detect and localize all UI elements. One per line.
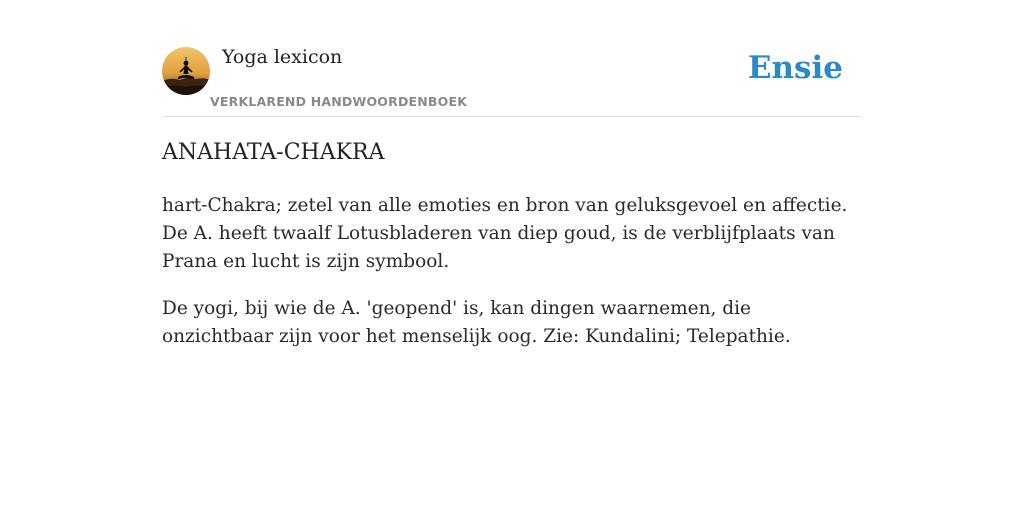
lexicon-subtitle: VERKLAREND HANDWOORDENBOEK	[210, 94, 468, 109]
lexicon-avatar[interactable]	[162, 47, 210, 95]
entry-paragraph: De yogi, bij wie de A. 'geopend' is, kan dingen waarnemen, die onzichtbaar zijn voor het menselijk oog. Zie: Kundalini; Telepathie.	[162, 298, 791, 347]
ensie-logo-link[interactable]: Ensie	[747, 50, 843, 86]
lexicon-title[interactable]: Yoga lexicon	[222, 46, 343, 68]
entry-paragraph: hart-Chakra; zetel van alle emoties en bron van geluksgevoel en affectie. De A. heeft twaalf Lotusbladeren van diep goud, is de verblijfplaats van Prana en lucht is zijn symbool.	[162, 195, 848, 272]
entry-title: ANAHATA-CHAKRA	[162, 140, 385, 165]
lexicon-header	[162, 40, 862, 117]
entry-body	[162, 192, 862, 370]
